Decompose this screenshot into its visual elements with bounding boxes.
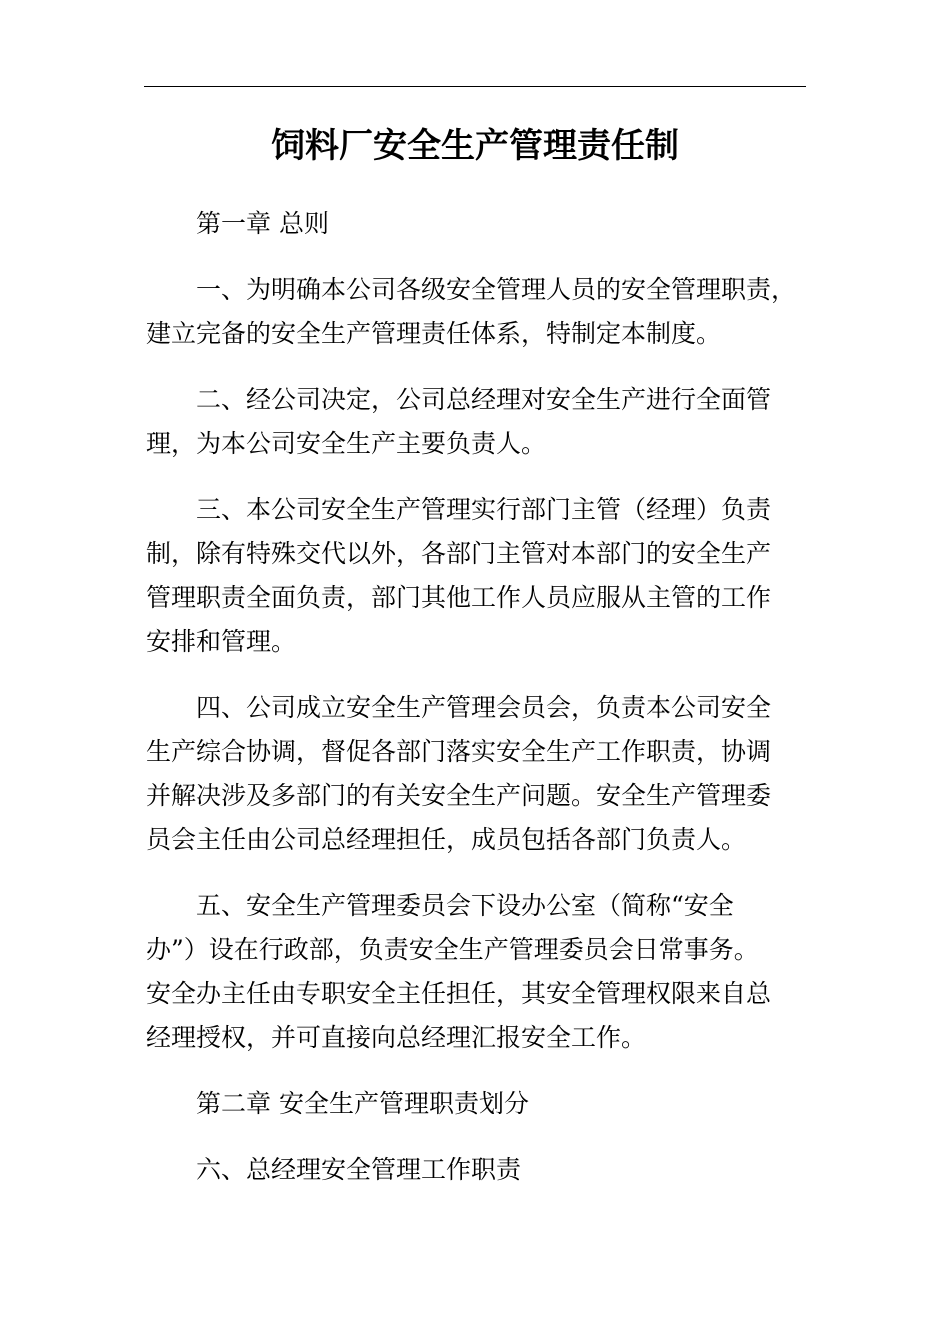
paragraph-line: 六、总经理安全管理工作职责 — [196, 1155, 522, 1184]
paragraph-line: 管理职责全面负责，部门其他工作人员应服从主管的工作 — [146, 583, 772, 612]
paragraph-line: 生产综合协调，督促各部门落实安全生产工作职责，协调 — [146, 737, 772, 766]
paragraph-line: 安排和管理。 — [146, 627, 297, 656]
paragraph — [146, 1082, 786, 1126]
paragraph — [146, 488, 786, 664]
paragraph-line: 安全办主任由专职安全主任担任，其安全管理权限来自总 — [146, 979, 772, 1008]
paragraph-line: 经理授权，并可直接向总经理汇报安全工作。 — [146, 1023, 647, 1052]
paragraph-line: 五、安全生产管理委员会下设办公室（简称“安全 — [196, 891, 734, 920]
paragraph-line: 制，除有特殊交代以外，各部门主管对本部门的安全生产 — [146, 539, 772, 568]
paragraph-line: 办”）设在行政部，负责安全生产管理委员会日常事务。 — [146, 935, 759, 964]
paragraph-line: 建立完备的安全生产管理责任体系，特制定本制度。 — [146, 319, 722, 348]
paragraph — [146, 202, 786, 246]
paragraph-line: 四、公司成立安全生产管理会员会，负责本公司安全 — [196, 693, 772, 722]
paragraph — [146, 1148, 786, 1192]
document-body — [146, 202, 797, 1214]
paragraph-line: 第一章 总则 — [196, 209, 329, 238]
paragraph-line: 三、本公司安全生产管理实行部门主管（经理）负责 — [196, 495, 772, 524]
document-title: 饲料厂安全生产管理责任制 — [271, 126, 679, 166]
paragraph-line: 并解决涉及多部门的有关安全生产问题。安全生产管理委 — [146, 781, 772, 810]
header-rule — [144, 86, 806, 87]
paragraph — [146, 378, 786, 466]
paragraph-line: 员会主任由公司总经理担任，成员包括各部门负责人。 — [146, 825, 747, 854]
paragraph-line: 一、为明确本公司各级安全管理人员的安全管理职责， — [196, 275, 797, 304]
paragraph — [146, 884, 786, 1060]
paragraph-line: 理，为本公司安全生产主要负责人。 — [146, 429, 547, 458]
paragraph — [146, 268, 797, 356]
paragraph — [146, 686, 786, 862]
paragraph-line: 二、经公司决定，公司总经理对安全生产进行全面管 — [196, 385, 772, 414]
paragraph-line: 第二章 安全生产管理职责划分 — [196, 1089, 529, 1118]
